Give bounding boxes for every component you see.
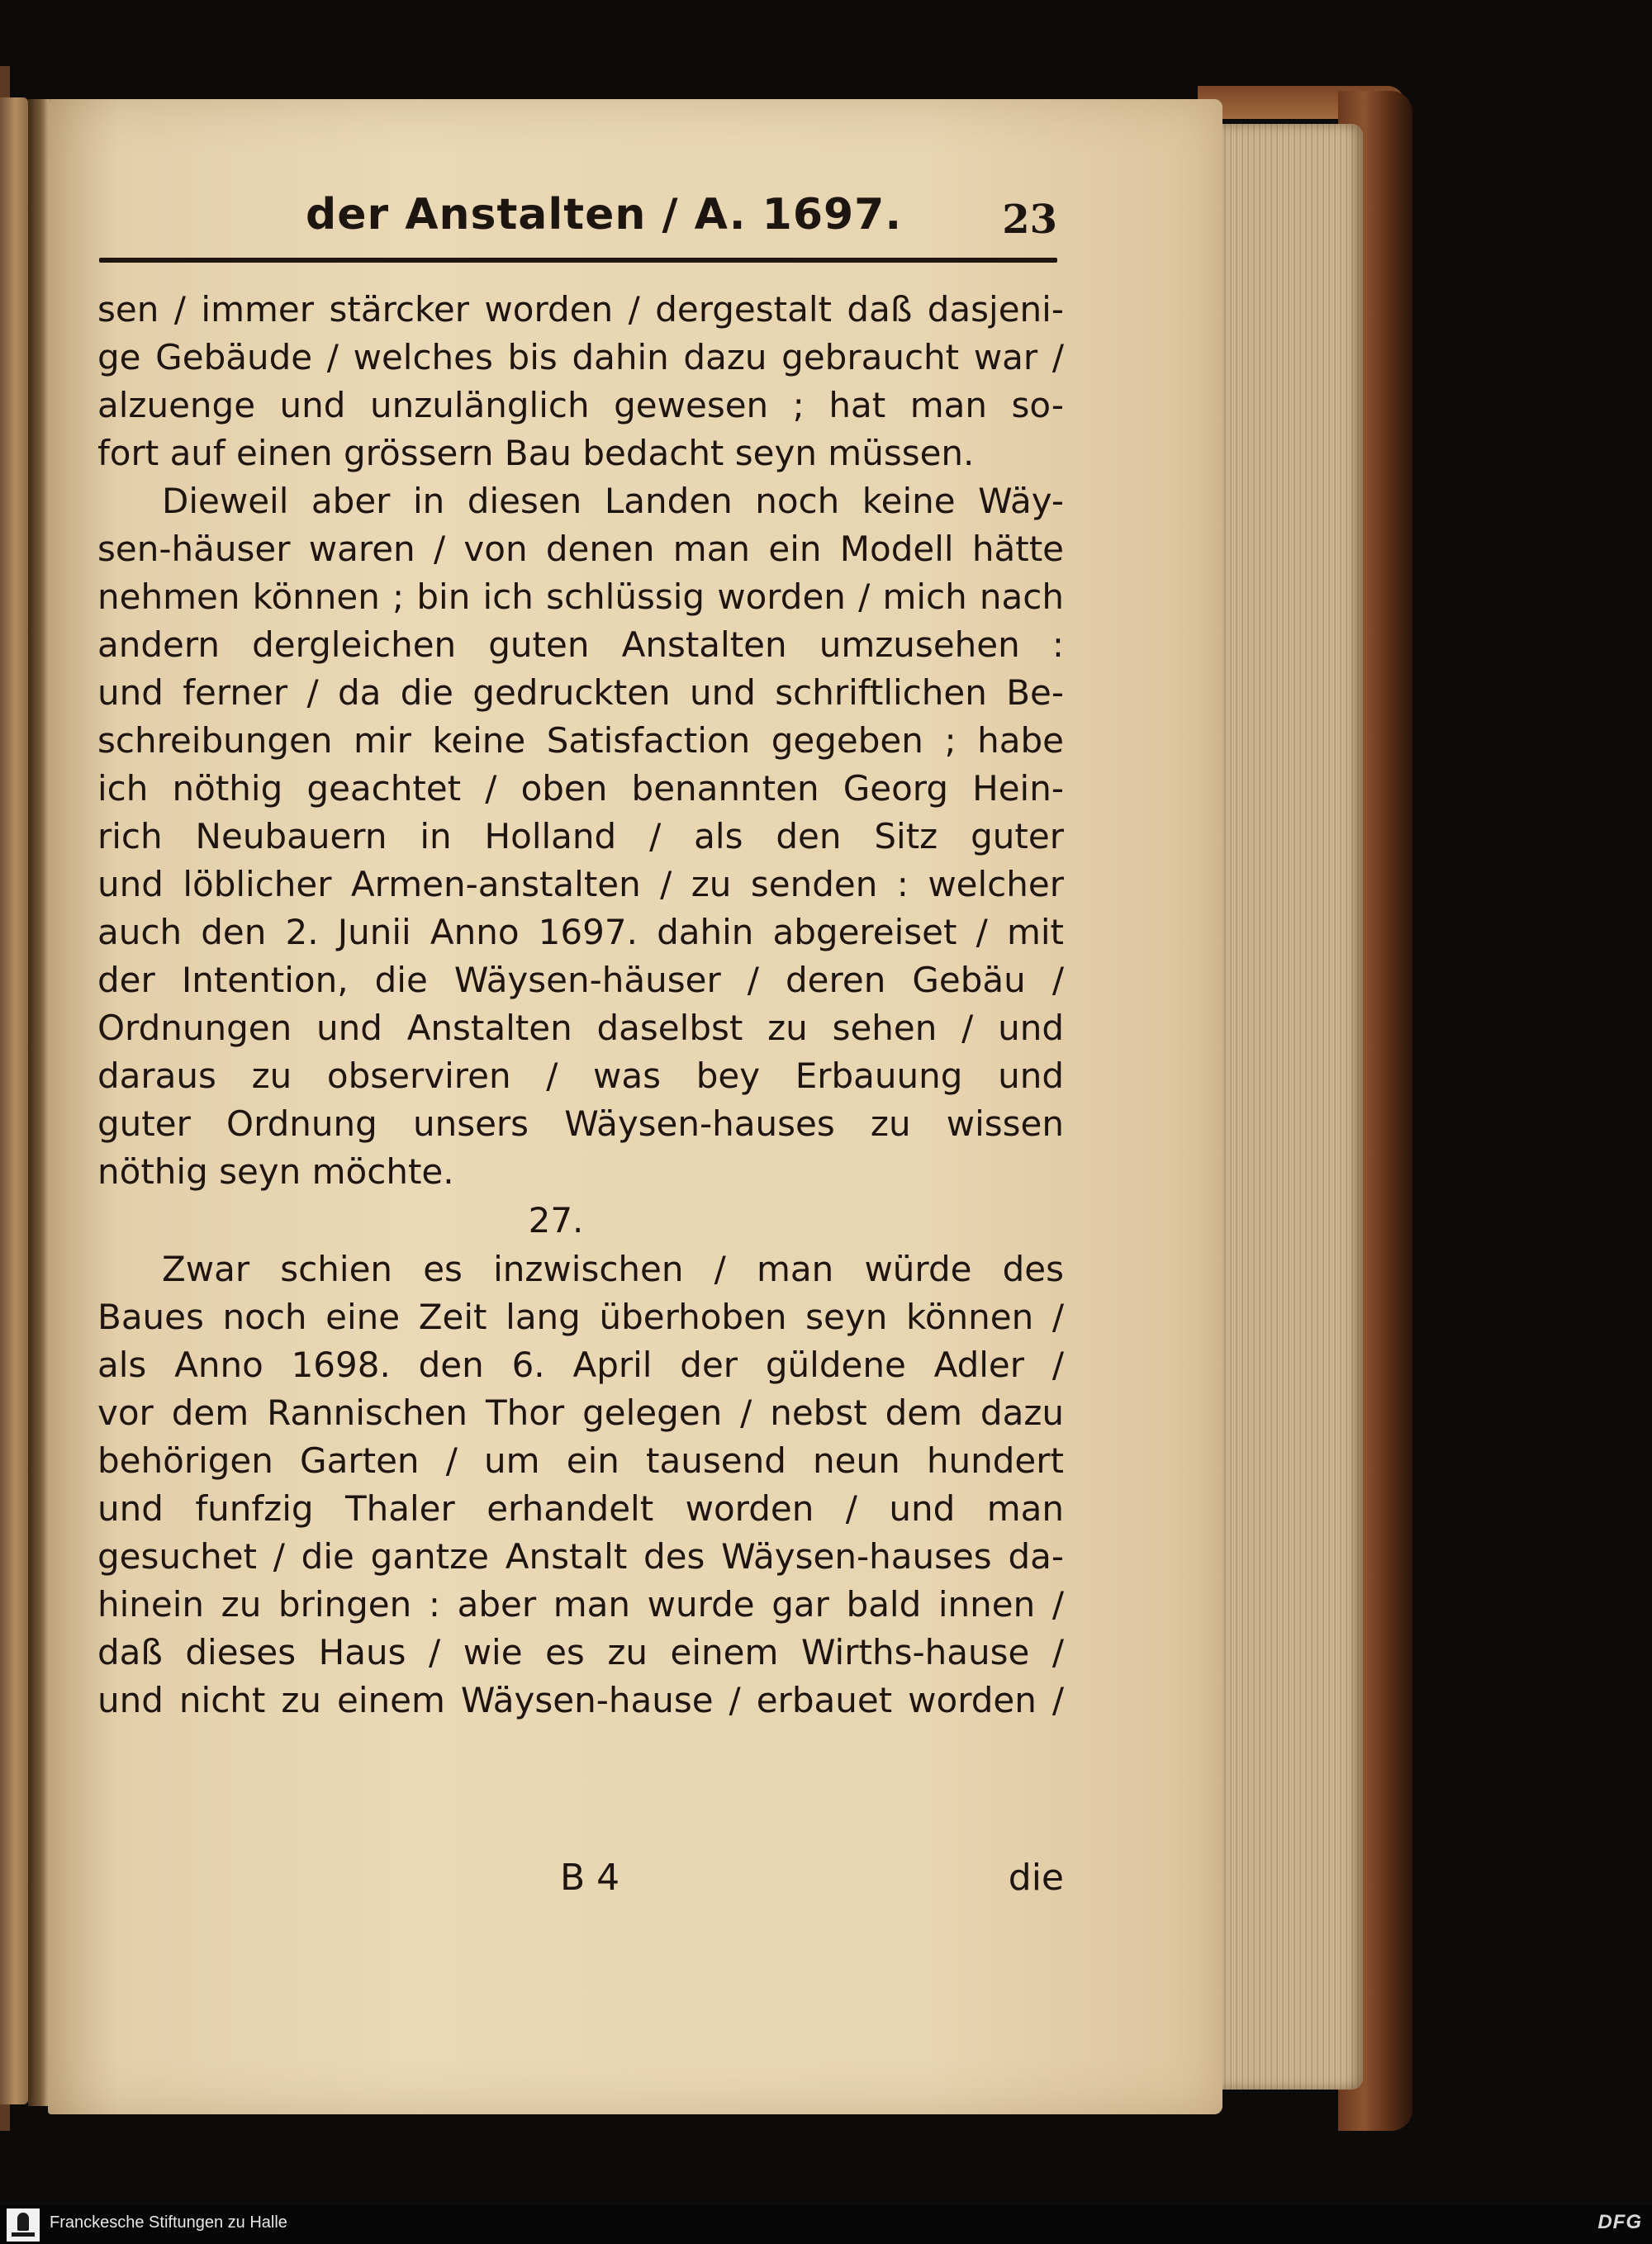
text-line: der Intention, die Wäysen-häuser / deren Gebäu / — [97, 960, 1064, 1000]
text-line: sen-häuser waren / von denen man ein Modell hätte — [97, 529, 1064, 569]
signature-mark: B 4 — [560, 1857, 620, 1899]
text-line: Ordnungen und Anstalten daselbst zu sehen / und — [97, 1008, 1064, 1048]
text-line: daß dieses Haus / wie es zu einem Wirths-hause / — [97, 1632, 1064, 1672]
text-line: alzuenge und unzulänglich gewesen ; hat man so- — [97, 385, 1064, 425]
header-rule — [99, 258, 1057, 263]
text-line: fort auf einen grössern Bau bedacht seyn müssen. — [97, 433, 975, 473]
book-gutter — [28, 99, 50, 2106]
page-number: 23 — [1002, 197, 1057, 243]
text-line: Baues noch eine Zeit lang überhoben seyn können / — [97, 1297, 1064, 1337]
text-line: und ferner / da die gedruckten und schriftlichen Be- — [97, 672, 1064, 713]
text-line: behörigen Garten / um ein tausend neun hundert — [97, 1440, 1064, 1481]
text-line: auch den 2. Junii Anno 1697. dahin abgereiset / mit — [97, 912, 1064, 952]
franckesche-stiftungen-logo-icon[interactable] — [7, 2208, 40, 2242]
catchword: die — [1008, 1857, 1064, 1899]
text-line: rich Neubauern in Holland / als den Sitz guter — [97, 816, 1064, 856]
page-body — [97, 286, 1064, 1725]
text-line: und nicht zu einem Wäysen-hause / erbauet worden / — [97, 1680, 1064, 1720]
text-line: hinein zu bringen : aber man wurde gar bald innen / — [97, 1584, 1064, 1625]
dfg-logo[interactable]: DFG — [1597, 2211, 1642, 2233]
viewer-bottom-bar — [0, 2205, 1652, 2244]
text-line: und funfzig Thaler erhandelt worden / und man — [97, 1488, 1064, 1529]
text-line: schreibungen mir keine Satisfaction gegeben ; habe — [97, 720, 1064, 761]
section-number: 27. — [528, 1200, 584, 1241]
running-title: der Anstalten / A. 1697. — [306, 190, 903, 240]
text-line: ich nöthig geachtet / oben benannten Georg Hein- — [97, 768, 1064, 809]
text-line: andern dergleichen guten Anstalten umzusehen : — [97, 624, 1064, 665]
text-line: guter Ordnung unsers Wäysen-hauses zu wissen — [97, 1103, 1064, 1144]
page-footer — [97, 1857, 1064, 1908]
text-line: nehmen können ; bin ich schlüssig worden / mich nach — [97, 576, 1064, 617]
text-line: Dieweil aber in diesen Landen noch keine Wäy- — [162, 481, 1064, 521]
text-line: sen / immer stärcker worden / dergestalt daß dasjeni- — [97, 289, 1064, 330]
text-line: daraus zu observiren / was bey Erbauung und — [97, 1056, 1064, 1096]
page-block-edges — [1222, 124, 1363, 2090]
text-line: nöthig seyn möchte. — [97, 1151, 454, 1192]
left-page-fragment — [0, 97, 28, 2104]
page-header — [99, 190, 1057, 243]
text-line: gesuchet / die gantze Anstalt des Wäysen-hauses da- — [97, 1536, 1064, 1577]
text-line: als Anno 1698. den 6. April der güldene Adler / — [97, 1345, 1064, 1385]
text-line: und löblicher Armen-anstalten / zu senden : welcher — [97, 864, 1064, 904]
institution-link[interactable]: Franckesche Stiftungen zu Halle — [50, 2213, 287, 2232]
text-line: vor dem Rannischen Thor gelegen / nebst dem dazu — [97, 1392, 1064, 1433]
text-line: ge Gebäude / welches bis dahin dazu gebraucht war / — [97, 337, 1064, 377]
text-line: Zwar schien es inzwischen / man würde des — [162, 1249, 1064, 1289]
